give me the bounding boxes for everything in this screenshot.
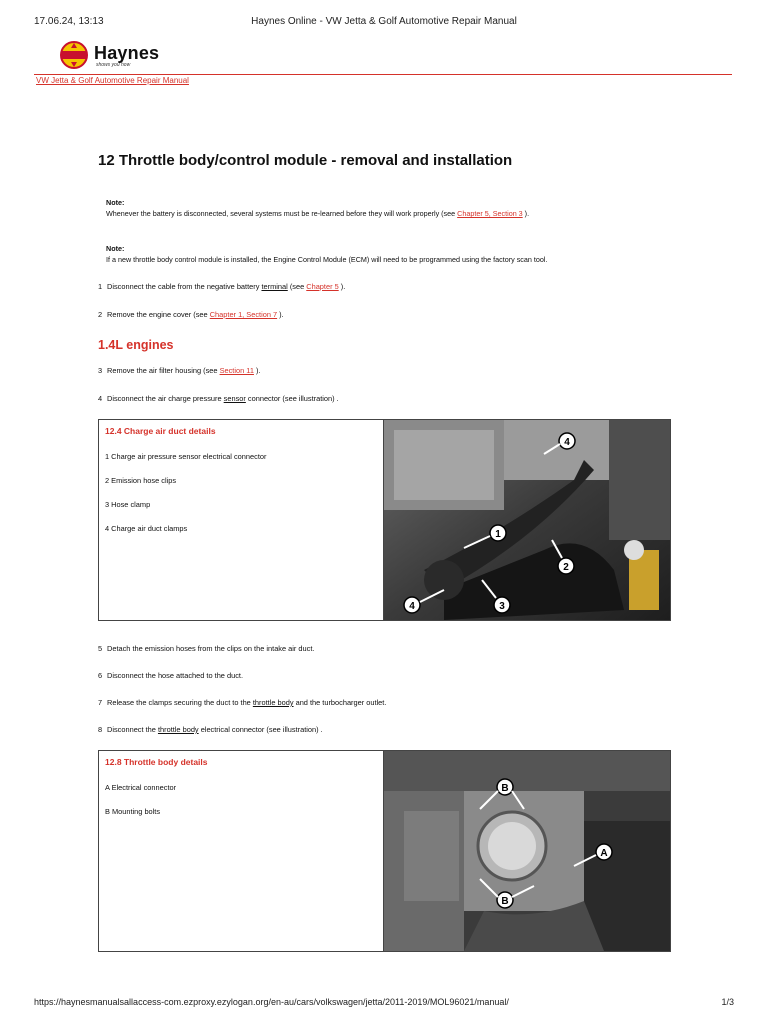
manual-content <box>98 152 673 907</box>
link-chapter5[interactable]: Chapter 5 <box>306 282 339 291</box>
term-terminal[interactable]: terminal <box>261 282 288 291</box>
callout-marker <box>497 779 513 795</box>
header-divider <box>34 74 732 75</box>
figure-caption <box>99 751 384 951</box>
section-title: 12 Throttle body/control module - removal and installation <box>98 152 513 169</box>
note-text: Whenever the battery is disconnected, several systems must be re-learned before they will work properly (see Chapter 5, Section 3 ). <box>106 209 530 218</box>
term-throttle-body[interactable]: throttle body <box>252 698 294 707</box>
throttle-body-photo[interactable] <box>384 751 670 951</box>
step-5: 5 Detach the emission hoses from the clips on the intake air duct. <box>98 644 315 653</box>
throttle-body-illustration <box>384 751 670 951</box>
print-title: Haynes Online - VW Jetta & Golf Automotive Repair Manual <box>251 16 517 27</box>
callout-label: 1 <box>495 529 501 540</box>
figure-item: 4 Charge air duct clamps <box>105 524 188 533</box>
page-number: 1/3 <box>721 997 734 1007</box>
callout-label: 3 <box>499 601 505 612</box>
callout-marker <box>596 844 612 860</box>
callout-label: 4 <box>564 437 570 448</box>
charge-air-duct-illustration <box>384 420 670 620</box>
engine-bay-photo[interactable] <box>384 420 670 620</box>
figure-item: 3 Hose clamp <box>105 500 151 509</box>
note-battery <box>106 197 666 219</box>
note-label: Note: <box>106 198 125 207</box>
step-4: 4 Disconnect the air charge pressure sensor connector (see illustration) . <box>98 394 339 403</box>
term-sensor[interactable]: sensor <box>223 394 246 403</box>
figure-item: A Electrical connector <box>105 783 177 792</box>
callout-marker <box>559 433 575 449</box>
logo-brand: Haynes <box>94 43 160 63</box>
callout-label: B <box>501 896 509 907</box>
haynes-badge-icon <box>58 40 90 70</box>
callout-label: 2 <box>563 562 569 573</box>
page-url: https://haynesmanualsallaccess-com.ezproxy.ezylogan.org/en-au/cars/volkswagen/jetta/2011-2019/MOL96021/manual/ <box>34 997 509 1007</box>
figure-caption <box>99 420 384 620</box>
breadcrumb-link[interactable]: VW Jetta & Golf Automotive Repair Manual <box>36 76 189 85</box>
note-ecm <box>106 243 676 265</box>
figure-title: 12.4 Charge air duct details <box>105 426 216 436</box>
callout-marker <box>404 597 420 613</box>
link-chapter5-section3[interactable]: Chapter 5, Section 3 <box>457 209 523 218</box>
callout-label: A <box>600 848 608 859</box>
callout-label: 4 <box>409 601 415 612</box>
callout-marker <box>497 892 513 908</box>
figure-item: B Mounting bolts <box>105 807 161 816</box>
callout-marker <box>494 597 510 613</box>
callout-marker <box>558 558 574 574</box>
print-datetime: 17.06.24, 13:13 <box>34 16 104 27</box>
note-label: Note: <box>106 244 125 253</box>
haynes-logo[interactable] <box>58 40 168 72</box>
subsection-title: 1.4L engines <box>98 338 174 352</box>
note-text: If a new throttle body control module is installed, the Engine Control Module (ECM) will need to be programmed using the factory scan tool. <box>106 255 548 264</box>
figure-item: 1 Charge air pressure sensor electrical connector <box>105 452 267 461</box>
step-7: 7 Release the clamps securing the duct to the throttle body and the turbocharger outlet. <box>98 698 387 707</box>
figure-charge-air-duct <box>98 419 671 621</box>
link-chapter1-section7[interactable]: Chapter 1, Section 7 <box>209 310 278 319</box>
step-1: 1 Disconnect the cable from the negative battery terminal (see Chapter 5 ). <box>98 282 346 291</box>
figure-throttle-body <box>98 750 671 952</box>
callout-marker <box>490 525 506 541</box>
step-2: 2 Remove the engine cover (see Chapter 1, Section 7 ). <box>98 310 284 319</box>
term-throttle-body[interactable]: throttle body <box>157 725 199 734</box>
step-8: 8 Disconnect the throttle body electrical connector (see illustration) . <box>98 725 323 734</box>
step-6: 6 Disconnect the hose attached to the duct. <box>98 671 243 680</box>
logo-tagline: shows you how <box>96 62 131 68</box>
callout-label: B <box>501 783 509 794</box>
link-section11[interactable]: Section 11 <box>219 366 254 375</box>
figure-item: 2 Emission hose clips <box>105 476 177 485</box>
step-3: 3 Remove the air filter housing (see Section 11 ). <box>98 366 261 375</box>
figure-title: 12.8 Throttle body details <box>105 757 208 767</box>
